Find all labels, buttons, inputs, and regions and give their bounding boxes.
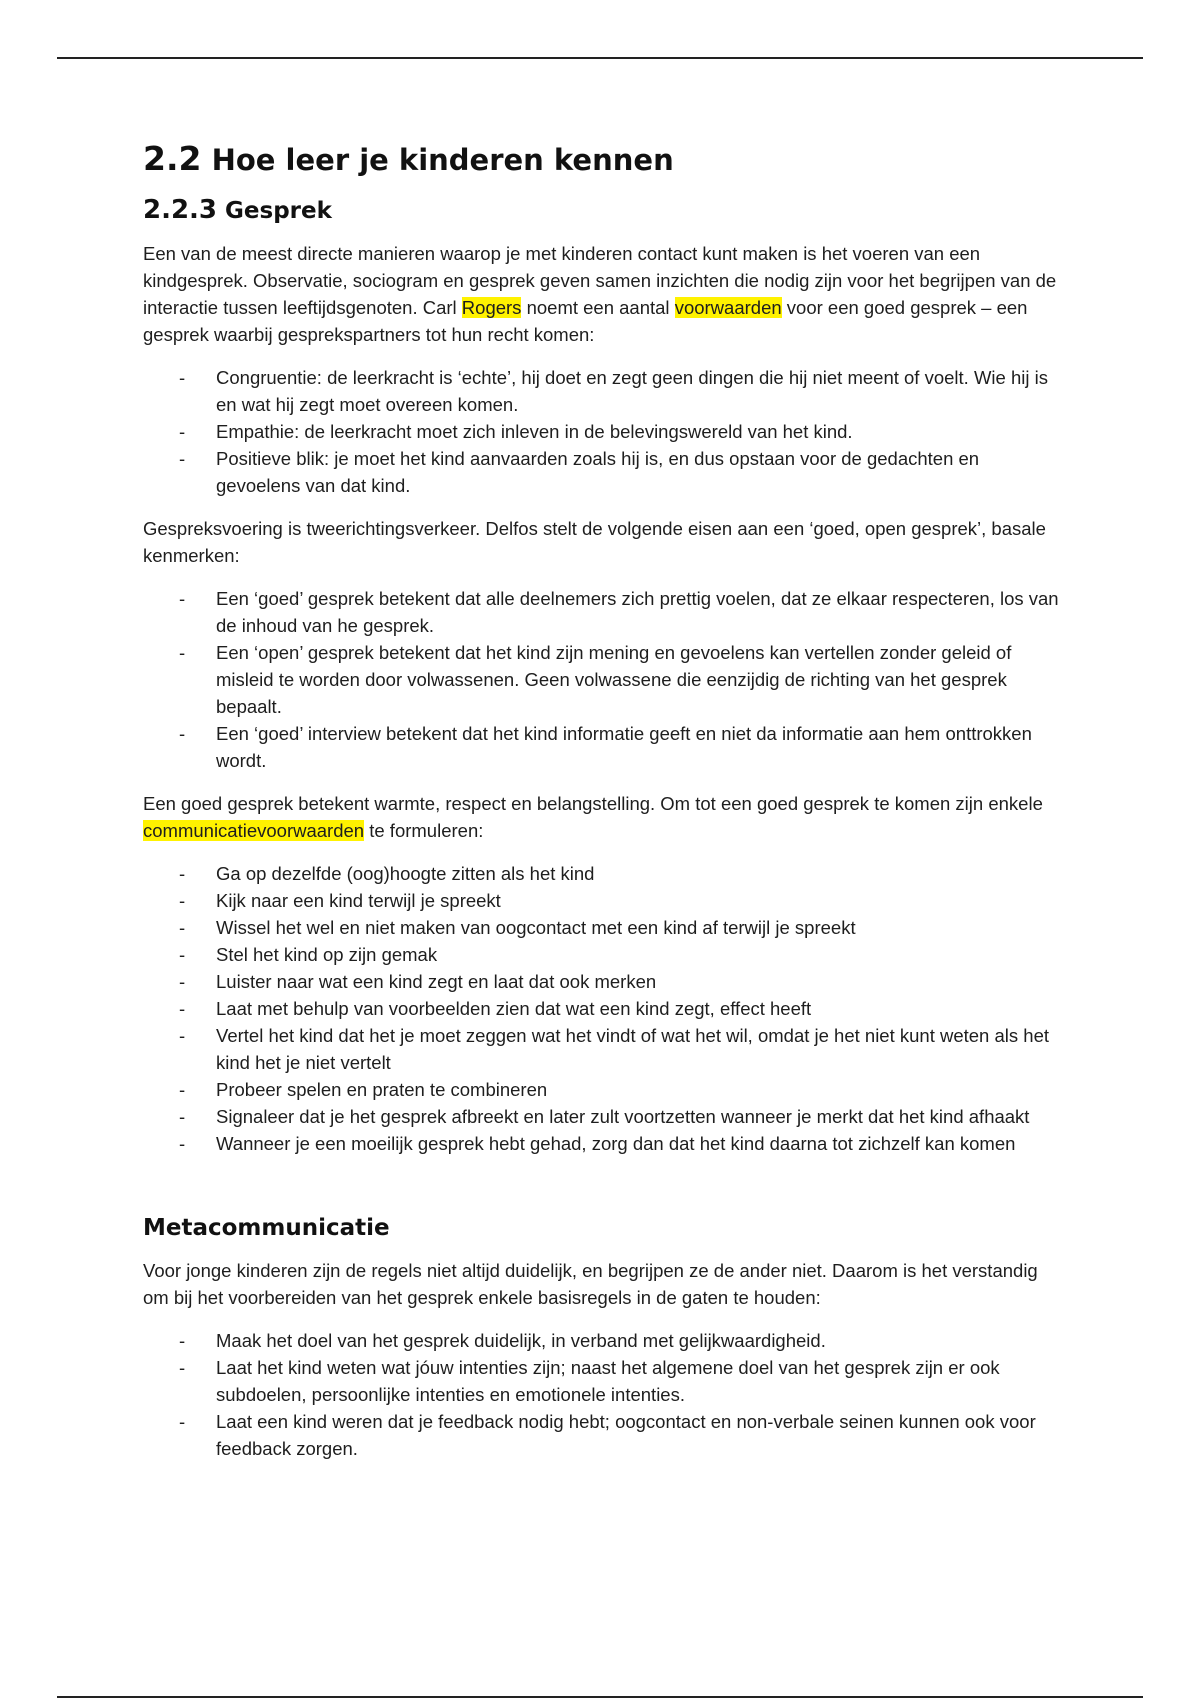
bullet-dash: - (179, 367, 186, 388)
bullet-dash: - (179, 448, 186, 469)
text-run: Een goed gesprek betekent warmte, respect en belangstelling. Om tot een goed gesprek te komen zijn enkele (143, 793, 1043, 814)
list-item (143, 941, 1063, 968)
bullet-dash: - (179, 421, 186, 442)
list-item-text: Laat met behulp van voorbeelden zien dat wat een kind zegt, effect heeft (216, 998, 812, 1019)
list-item-text: Vertel het kind dat het je moet zeggen wat het vindt of wat het wil, omdat je het niet kunt weten als het kind het je niet vertelt (216, 1025, 1049, 1073)
list-item (143, 639, 1063, 720)
highlight-rogers: Rogers (461, 297, 522, 318)
text-run: voor een goed gesprek – een gesprek waarbij gesprekspartners tot hun recht komen: (143, 297, 1028, 345)
list-item (143, 914, 1063, 941)
bullet-dash: - (179, 971, 186, 992)
bullet-dash: - (179, 944, 186, 965)
list-item-text: Een ‘goed’ gesprek betekent dat alle deelnemers zich prettig voelen, dat ze elkaar respecteren, los van de inhoud van he gesprek. (216, 588, 1059, 636)
header-rule (57, 57, 1143, 59)
text-run: te formuleren: (364, 820, 484, 841)
subsection-heading (143, 195, 1063, 226)
bullet-dash: - (179, 588, 186, 609)
highlight-communicatievoorwaarden: communicatievoorwaarden (143, 820, 365, 841)
list-item-text: Laat een kind weren dat je feedback nodig hebt; oogcontact en non-verbale seinen kunnen ook voor feedback zorgen. (216, 1411, 1036, 1459)
list-item (143, 860, 1063, 887)
text-run: noemt een aantal (521, 297, 675, 318)
list-item (143, 1130, 1063, 1157)
document-body (143, 140, 1063, 1478)
list-item-text: Een ‘goed’ interview betekent dat het kind informatie geeft en niet da informatie aan hem onttrokken wordt. (216, 723, 1032, 771)
list-item-text: Maak het doel van het gesprek duidelijk, in verband met gelijkwaardigheid. (216, 1330, 826, 1351)
list-item (143, 418, 1063, 445)
bullet-dash: - (179, 1025, 186, 1046)
bullet-dash: - (179, 917, 186, 938)
list-item (143, 1022, 1063, 1076)
subsection-title: Gesprek (225, 198, 332, 224)
intro-paragraph (143, 240, 1063, 348)
list-item-text: Kijk naar een kind terwijl je spreekt (216, 890, 501, 911)
metacommunicatie-heading: Metacommunicatie (143, 1215, 390, 1241)
list-item (143, 1103, 1063, 1130)
section-number: 2.2 (143, 139, 202, 178)
list-item-text: Luister naar wat een kind zegt en laat dat ook merken (216, 971, 657, 992)
list-item-text: Signaleer dat je het gesprek afbreekt en later zult voortzetten wanneer je merkt dat het kind afhaakt (216, 1106, 1030, 1127)
footer-rule (57, 1696, 1143, 1698)
bullet-dash: - (179, 863, 186, 884)
bullet-dash: - (179, 1411, 186, 1432)
list-item (143, 585, 1063, 639)
section-heading (143, 140, 1063, 179)
list-item-text: Een ‘open’ gesprek betekent dat het kind zijn mening en gevoelens kan vertellen zonder geleid of misleid te worden door volwassenen. Geen volwassene die eenzijdig de richting van het gesprek bepaalt. (216, 642, 1012, 717)
bullet-dash: - (179, 1079, 186, 1100)
list-item-text: Stel het kind op zijn gemak (216, 944, 438, 965)
list-item-text: Wissel het wel en niet maken van oogcontact met een kind af terwijl je spreekt (216, 917, 856, 938)
list-item (143, 968, 1063, 995)
list-item (143, 1076, 1063, 1103)
subsection-number: 2.2.3 (143, 195, 218, 225)
list-item (143, 445, 1063, 499)
bullet-dash: - (179, 890, 186, 911)
bullet-dash: - (179, 1357, 186, 1378)
list-item-text: Positieve blik: je moet het kind aanvaarden zoals hij is, en dus opstaan voor de gedachten en gevoelens van dat kind. (216, 448, 980, 496)
list-item-text: Probeer spelen en praten te combineren (216, 1079, 548, 1100)
list-item-text: Ga op dezelfde (oog)hoogte zitten als het kind (216, 863, 595, 884)
list-item (143, 1327, 1063, 1354)
bullet-dash: - (179, 998, 186, 1019)
rogers-conditions-list (143, 364, 1063, 499)
bullet-dash: - (179, 1133, 186, 1154)
list-item-text: Congruentie: de leerkracht is ‘echte’, hij doet en zegt geen dingen die hij niet meent of voelt. Wie hij is en wat hij zegt moet overeen komen. (216, 367, 1048, 415)
list-item (143, 1408, 1063, 1462)
delfos-paragraph: Gespreksvoering is tweerichtingsverkeer. Delfos stelt de volgende eisen aan een ‘goed, open gesprek’, basale kenmerken: (143, 518, 1046, 566)
bullet-dash: - (179, 723, 186, 744)
delfos-requirements-list (143, 585, 1063, 774)
list-item-text: Wanneer je een moeilijk gesprek hebt gehad, zorg dan dat het kind daarna tot zichzelf kan komen (216, 1133, 1016, 1154)
communication-conditions-list (143, 860, 1063, 1157)
list-item-text: Empathie: de leerkracht moet zich inleven in de belevingswereld van het kind. (216, 421, 853, 442)
bullet-dash: - (179, 1106, 186, 1127)
list-item (143, 1354, 1063, 1408)
bullet-dash: - (179, 1330, 186, 1351)
section-spacer (143, 1173, 1063, 1213)
metacommunicatie-paragraph: Voor jonge kinderen zijn de regels niet altijd duidelijk, en begrijpen ze de ander niet. Daarom is het verstandig om bij het voorbereiden van het gesprek enkele basisregels in de gaten te houden: (143, 1260, 1038, 1308)
section-title: Hoe leer je kinderen kennen (211, 143, 674, 177)
list-item (143, 364, 1063, 418)
list-item (143, 995, 1063, 1022)
communication-paragraph (143, 790, 1063, 844)
highlight-voorwaarden: voorwaarden (674, 297, 782, 318)
basic-rules-list (143, 1327, 1063, 1462)
text-run: Een van de meest directe manieren waarop je met kinderen contact kunt maken is het voeren van een kindgesprek. Observatie, sociogram en gesprek geven samen inzichten die nodig zijn voor het begrijpen van de interactie tussen leeftijdsgenoten. Carl (143, 243, 1057, 318)
list-item (143, 887, 1063, 914)
list-item-text: Laat het kind weten wat jóuw intenties zijn; naast het algemene doel van het gesprek zijn er ook subdoelen, persoonlijke intenties en emotionele intenties. (216, 1357, 1000, 1405)
list-item (143, 720, 1063, 774)
bullet-dash: - (179, 642, 186, 663)
